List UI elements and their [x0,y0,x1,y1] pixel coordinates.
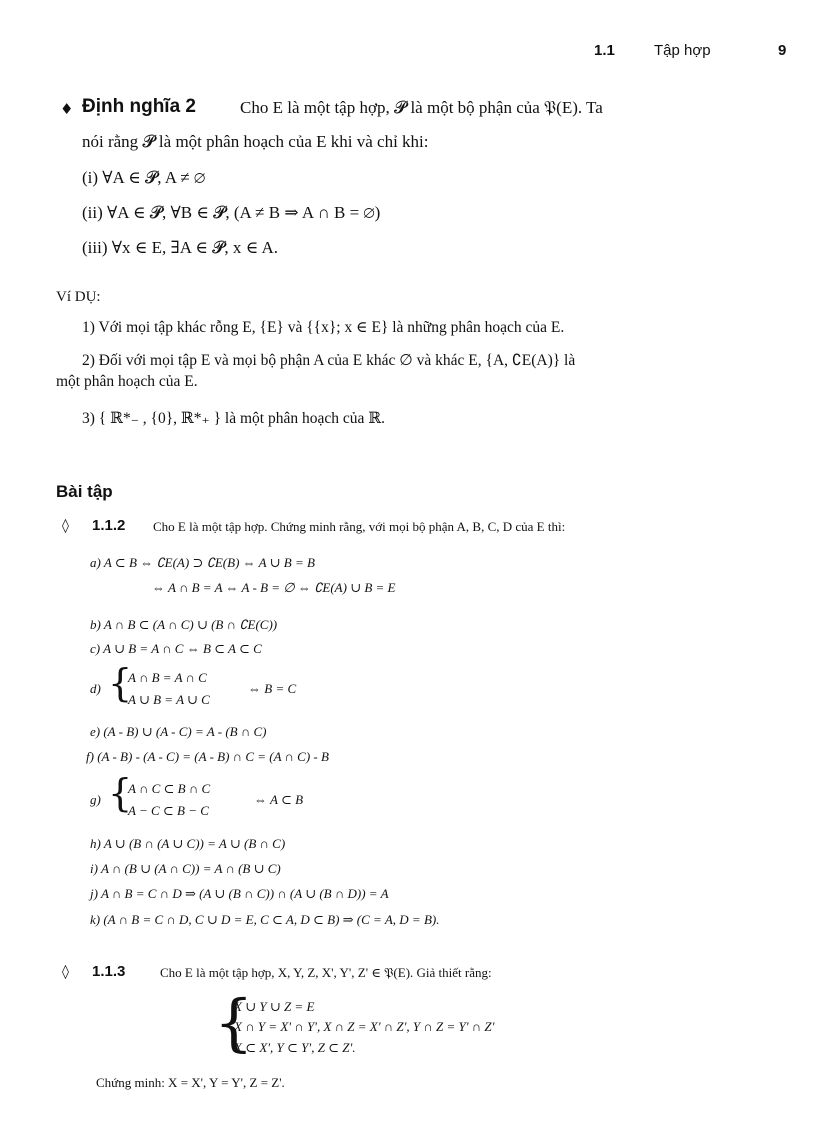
example-3: 3) { ℝ*₋ , {0}, ℝ*₊ } là một phân hoạch của ℝ. [82,410,385,427]
examples-heading: Ví DỤ: [56,289,101,305]
exercise-2-system-line-2: X ∩ Y = X' ∩ Y', X ∩ Z = X' ∩ Z', Y ∩ Z = Y' ∩ Z' [234,1019,495,1034]
exercise-1-g-bottom: A − C ⊂ B − C [128,803,209,818]
definition-condition-3: (iii) ∀x ∈ E, ∃A ∈ 𝓟, x ∈ A. [82,238,279,257]
exercise-1-g-top: A ∩ C ⊂ B ∩ C [128,781,211,796]
definition-line-2: nói rằng 𝓟 là một phân hoạch của E khi và chỉ khi: [82,132,429,151]
definition-bullet: ♦ [60,100,74,118]
definition-condition-1: (i) ∀A ∈ 𝓟, A ≠ ∅ [82,168,206,187]
exercise-1-e: e) (A - B) ∪ (A - C) = A - (B ∩ C) [90,724,267,739]
header-section-number: 1.1 [594,42,615,59]
exercise-2-brace: { [214,986,254,1059]
exercise-1-d-label: d) [90,681,101,696]
exercise-2-number: 1.1.3 [92,963,126,980]
exercise-1-k: k) (A ∩ B = C ∩ D, C ∪ D = E, C ⊂ A, D ⊂ B) ⇒ (C = A, D = B). [90,912,440,927]
exercise-2-prove: Chứng minh: X = X', Y = Y', Z = Z'. [96,1075,285,1090]
exercise-1-a-line-2: ⇔ A ∩ B = A ⇔ A - B = ∅ ⇔ ∁E(A) ∪ B = E [152,580,396,595]
example-2-line-2: một phân hoạch của E. [56,373,198,390]
exercise-1-i: i) A ∩ (B ∪ (A ∩ C)) = A ∩ (B ∪ C) [90,861,281,876]
exercise-2-marker: ◊ [62,964,69,980]
exercise-1-j: j) A ∩ B = C ∩ D ⇒ (A ∪ (B ∩ C)) ∩ (A ∪ (B ∩ D)) = A [90,886,389,901]
exercise-1-a-line-1: a) A ⊂ B ⇔ ∁E(A) ⊃ ∁E(B) ⇔ A ∪ B = B [90,555,315,570]
exercise-2-system-line-1: X ∪ Y ∪ Z = E [234,999,315,1014]
exercise-1-d-right: ⇔ B = C [248,681,297,696]
exercise-1-c: c) A ∪ B = A ∩ C ⇔ B ⊂ A ⊂ C [90,641,262,656]
exercise-1-g-right: ⇔ A ⊂ B [254,792,304,807]
exercise-1-d-brace: { [108,661,133,705]
exercise-1-b: b) A ∩ B ⊂ (A ∩ C) ∪ (B ∩ ∁E(C)) [90,617,278,632]
exercise-1-d-top: A ∩ B = A ∩ C [128,670,207,685]
page-number: 9 [778,42,787,59]
exercises-title: Bài tập [56,482,113,501]
exercise-1-d-bottom: A ∪ B = A ∪ C [128,692,210,707]
exercise-1-number: 1.1.2 [92,517,126,534]
exercise-1-f: f) (A - B) - (A - C) = (A - B) ∩ C = (A ∩ C) - B [86,749,329,764]
example-2-line-1: 2) Đối với mọi tập E và mọi bộ phận A của E khác ∅ và khác E, {A, ∁E(A)} là [82,352,576,369]
exercise-1-marker: ◊ [62,518,69,534]
exercise-1-g-label: g) [90,792,101,807]
definition-title: Định nghĩa 2 [82,96,196,117]
exercise-1-intro: Cho E là một tập hợp. Chứng minh rằng, với mọi bộ phận A, B, C, D của E thì: [153,519,566,534]
exercise-1-g-brace: { [108,771,133,815]
exercise-1-h: h) A ∪ (B ∩ (A ∪ C)) = A ∪ (B ∩ C) [90,836,286,851]
exercise-2-intro: Cho E là một tập hợp, X, Y, Z, X', Y', Z' ∈ 𝔓(E). Giả thiết rằng: [160,965,492,980]
definition-line-1: Cho E là một tập hợp, 𝓟 là một bộ phận của 𝔓(E). Ta [240,98,603,117]
header-section-title: Tập hợp [654,42,711,59]
exercise-2-system-line-3: X ⊂ X', Y ⊂ Y', Z ⊂ Z'. [234,1040,356,1055]
example-1: 1) Với mọi tập khác rỗng E, {E} và {{x}; x ∈ E} là những phân hoạch của E. [82,319,565,336]
definition-condition-2: (ii) ∀A ∈ 𝓟, ∀B ∈ 𝓟, (A ≠ B ⇒ A ∩ B = ∅) [82,203,381,222]
